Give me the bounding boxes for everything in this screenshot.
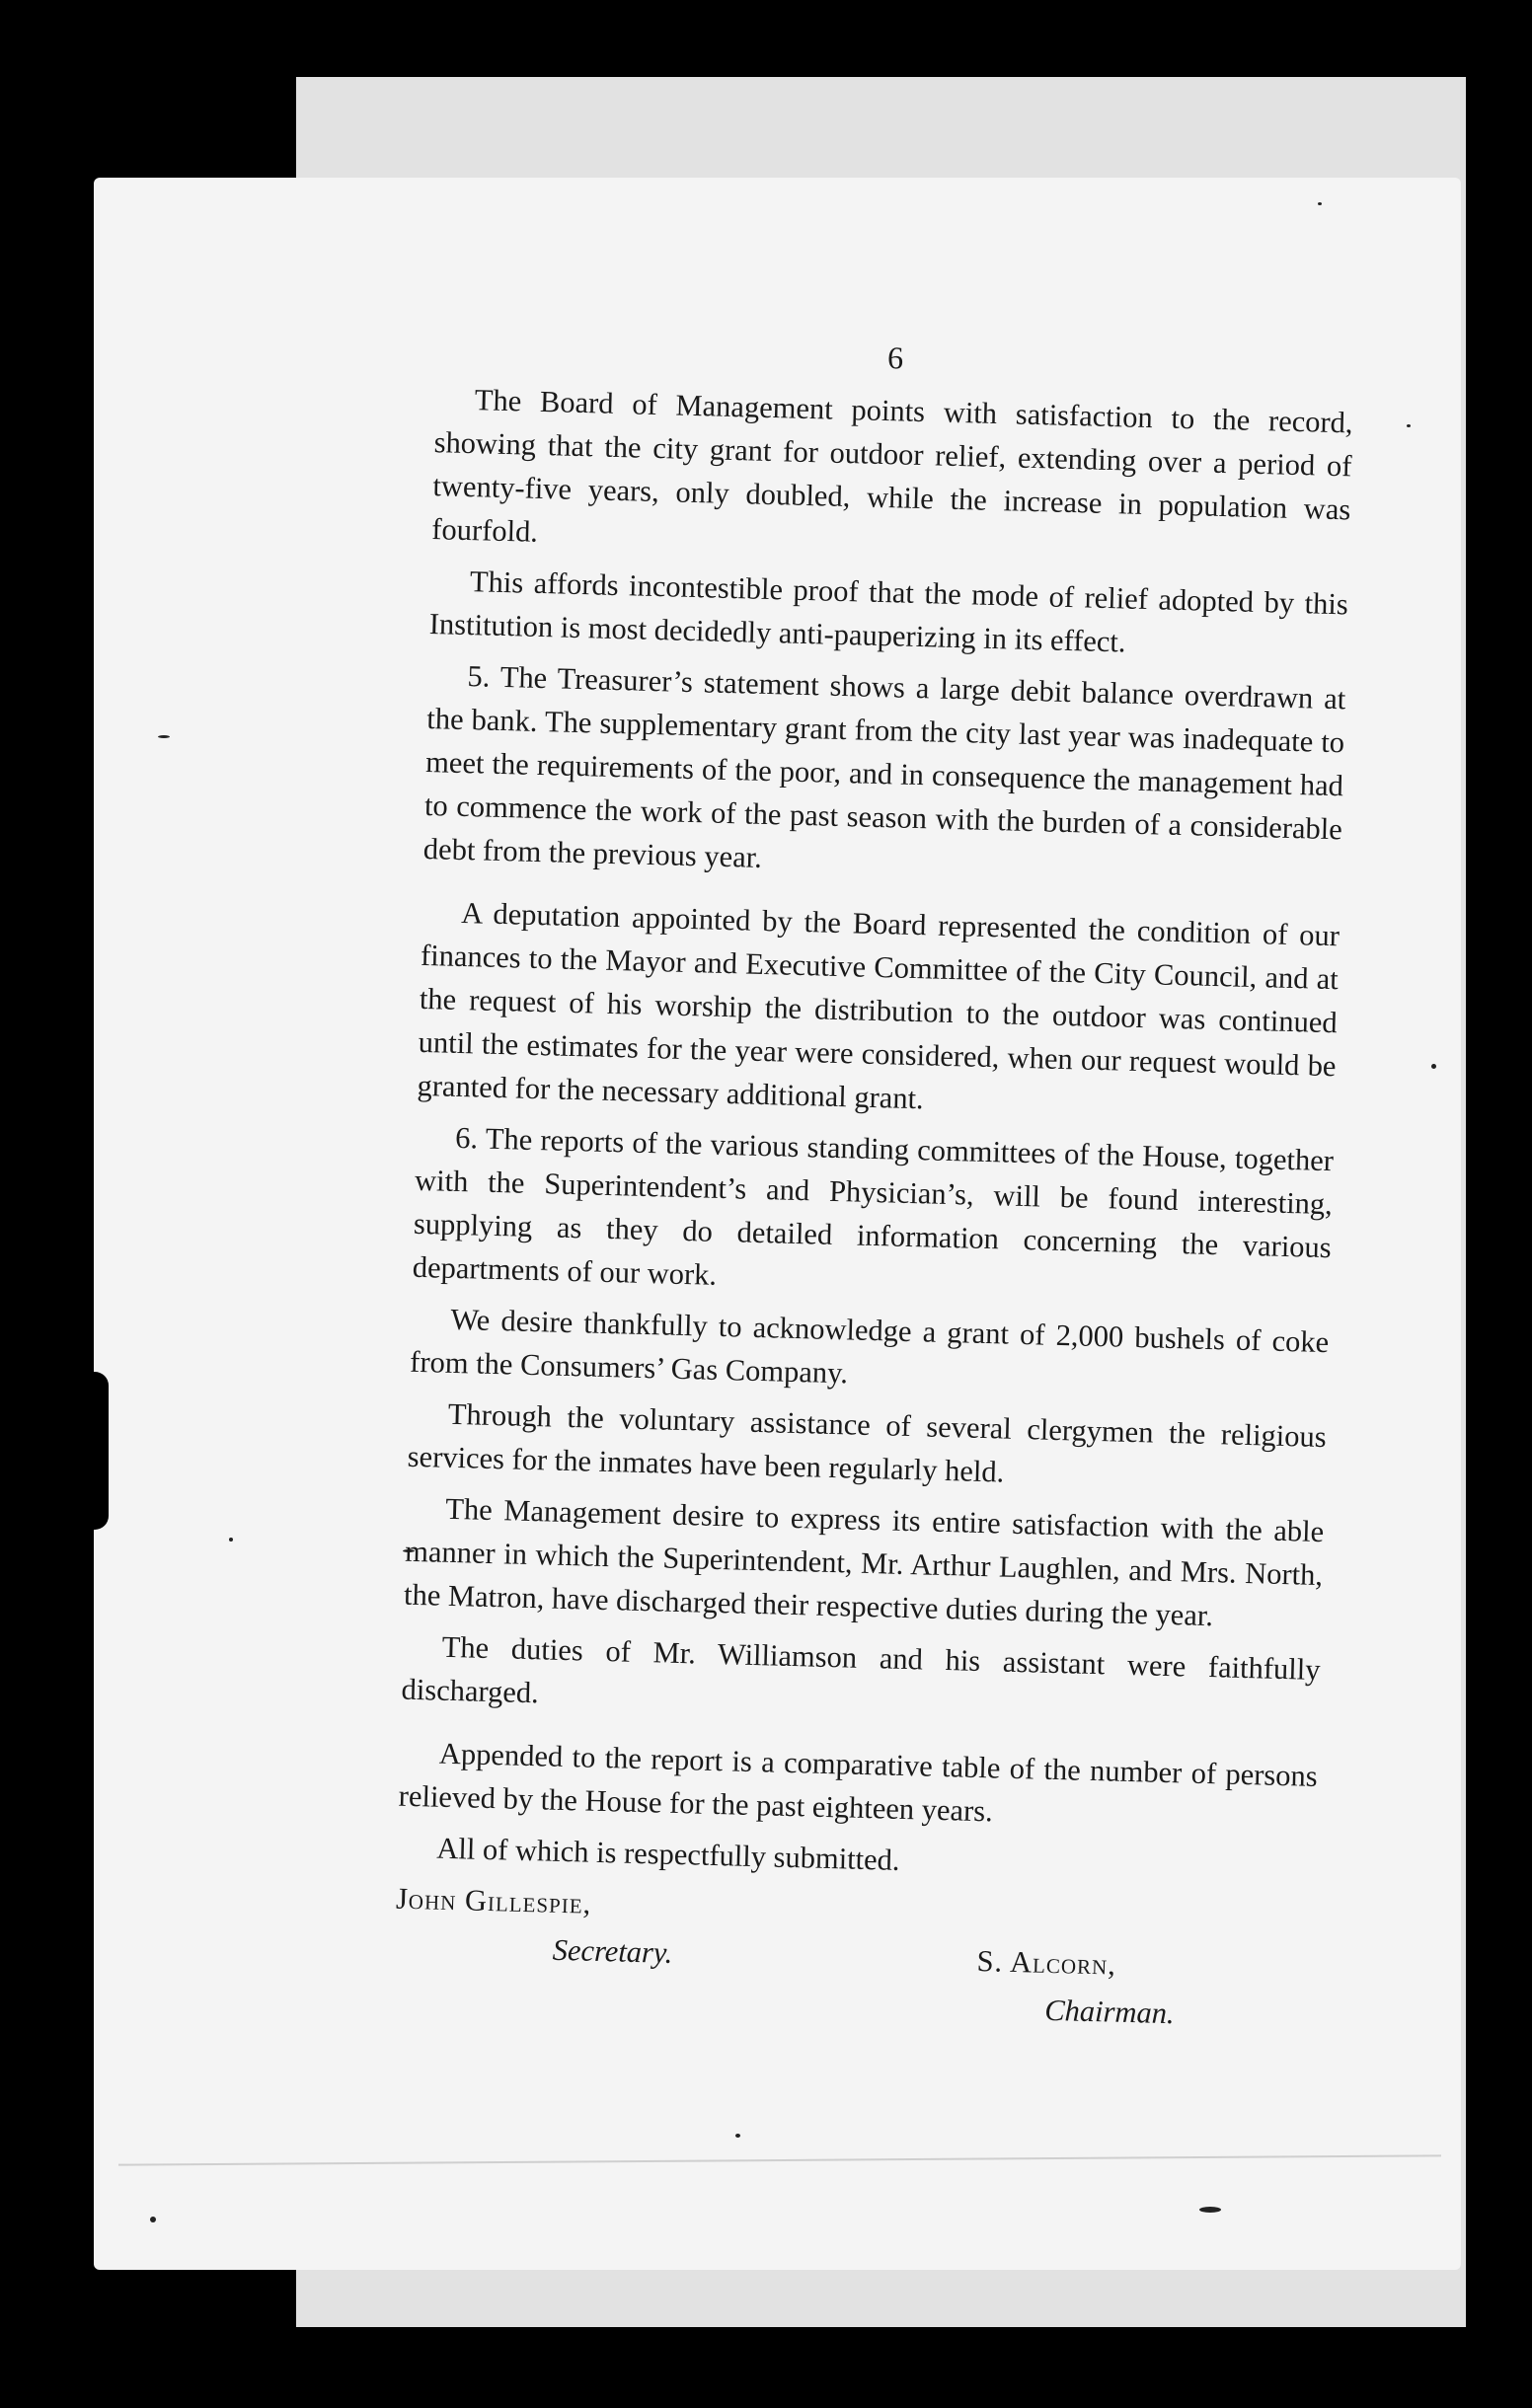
paper-speck [1199,2207,1221,2213]
signature-block [392,1877,1314,2059]
paragraph-management-satisfaction: The Management desire to express its entire satisfaction with the able manner in which the Superintendent, Mr. Arthur Laughlen, and Mrs. North, the Matron, have discharged their respective duties during the year. [403,1491,1325,1633]
paragraph-committee-reports: 6. The reports of the various standing committees of the House, together with the Superintendent’s and Physician’s, will be found interesting, supplying as they do detailed information concerning the various departments of our work. [412,1120,1335,1292]
paper-speck [1431,1064,1436,1069]
paragraph-anti-pauperizing: This affords incontestible proof that the mode of relief adopted by this Institution is most decidedly anti-pauperizing in its effect. [428,564,1349,659]
paragraph-deputation: A deputation appointed by the Board represented the condition of our finances to the Mayor and Executive Committee of the City Council, and at the request of his worship the distribution to the outdoor was continued until the estimates for the year were considered, when our request would be granted for the necessary additional grant. [417,895,1340,1116]
paper-speck [735,2134,740,2138]
chairman-title: Chairman. [1043,1993,1176,2031]
paragraph-williamson-duties: The duties of Mr. Williamson and his assistant were faithfully discharged. [401,1629,1321,1710]
secretary-name: John Gillespie, [395,1881,592,1920]
paper-speck [158,735,170,738]
secretary-title: Secretary. [552,1932,673,1970]
page-notch [83,1372,109,1530]
paragraph-religious-services: Through the voluntary assistance of several clergymen the religious services for the inmates have been regularly held. [407,1396,1328,1489]
paper-speck [229,1538,233,1542]
paragraph-city-grant: The Board of Management points with satisfaction to the record, showing that the city grant for outdoor relief, extending over a period of twenty-five years, only doubled, while the increase in population was fourfold. [430,383,1353,549]
paragraph-treasurer-statement: 5. The Treasurer’s statement shows a large debit balance overdrawn at the bank. The supplementary grant from the city last year was inadequate to meet the requirements of the poor, and in consequence the management had to commence the work of the past season with the burden of a considerable debt from the previous year. [422,659,1346,874]
chairman-name: S. Alcorn, [976,1944,1117,1982]
paper-speck [150,2217,156,2222]
paragraph-closing: All of which is respectfully submitted. [435,1831,900,1877]
paper-speck [1407,424,1411,427]
document-body [392,324,1354,2059]
paper-speck [1318,202,1322,205]
paragraph-coke-grant: We desire thankfully to acknowledge a grant of 2,000 bushels of coke from the Consumers’ Gas Company. [409,1302,1330,1391]
paragraph-comparative-table: Appended to the report is a comparative table of the number of persons relieved by the House for the past eighteen years. [398,1736,1319,1829]
page-number: 6 [886,339,904,376]
